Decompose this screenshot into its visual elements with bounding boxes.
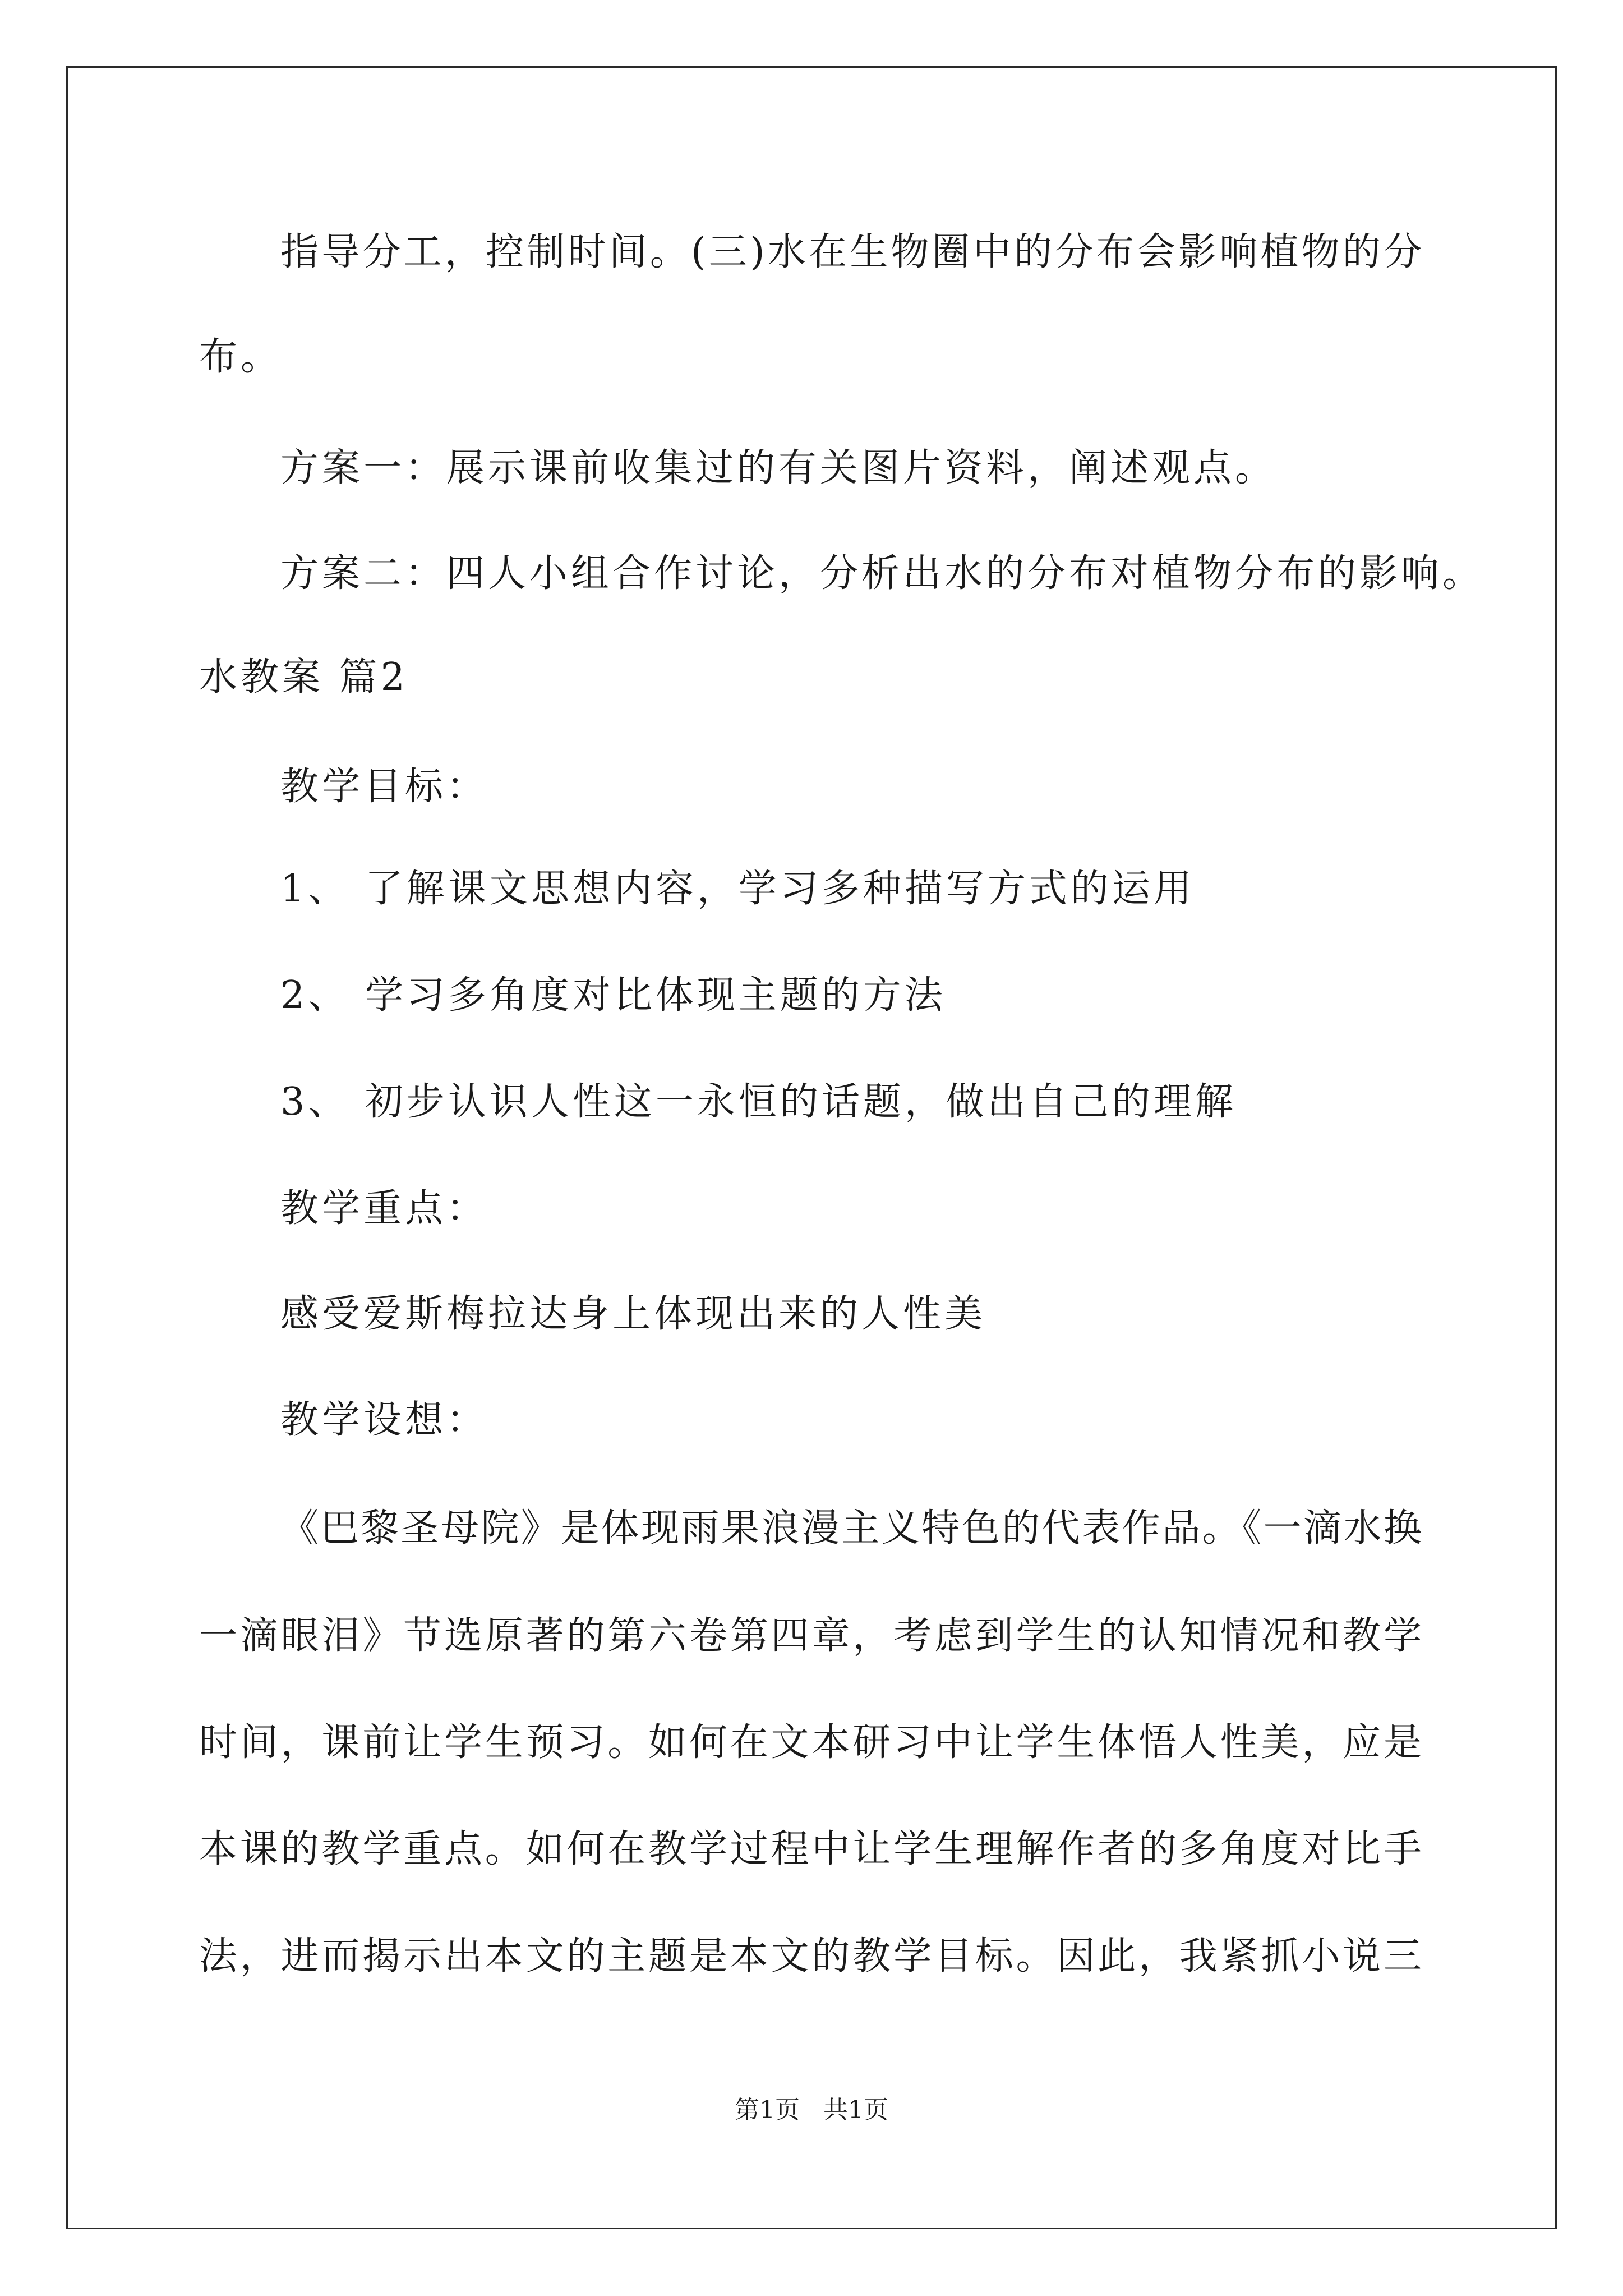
paragraph-line: 一滴眼泪》节选原著的第六卷第四章，考虑到学生的认知情况和教学 (199, 1614, 1422, 1658)
paragraph-line: 方案二：四人小组合作讨论，分析出水的分布对植物分布的影响。 (280, 551, 1484, 596)
paragraph-line: 指导分工，控制时间。(三)水在生物圈中的分布会影响植物的分 (280, 230, 1422, 274)
objective-item: 3、 初步认识人性这一永恒的话题，做出自己的理解 (280, 1080, 1237, 1124)
page-number-footer: 第1页 共1页 (735, 2096, 888, 2124)
paragraph-line: 布。 (199, 335, 283, 379)
paragraph-line: 《巴黎圣母院》是体现雨果浪漫主义特色的代表作品。《一滴水换 (280, 1506, 1422, 1550)
focus-text: 感受爱斯梅拉达身上体现出来的人性美 (280, 1292, 986, 1336)
idea-title: 教学设想： (280, 1398, 488, 1442)
paragraph-line: 方案一：展示课前收集过的有关图片资料，阐述观点。 (280, 446, 1277, 490)
objective-item: 2、 学习多角度对比体现主题的方法 (280, 973, 946, 1018)
objective-item: 1、 了解课文思想内容，学习多种描写方式的运用 (280, 867, 1195, 911)
section-heading: 水教案 篇2 (199, 655, 408, 700)
paragraph-line: 本课的教学重点。如何在教学过程中让学生理解作者的多角度对比手 (199, 1827, 1422, 1871)
focus-title: 教学重点： (280, 1186, 488, 1231)
page-border (66, 66, 1557, 2229)
objectives-title: 教学目标： (280, 765, 488, 809)
paragraph-line: 时间，课前让学生预习。如何在文本研习中让学生体悟人性美，应是 (199, 1720, 1422, 1765)
paragraph-line: 法，进而揭示出本文的主题是本文的教学目标。因此，我紧抓小说三 (199, 1934, 1422, 1978)
